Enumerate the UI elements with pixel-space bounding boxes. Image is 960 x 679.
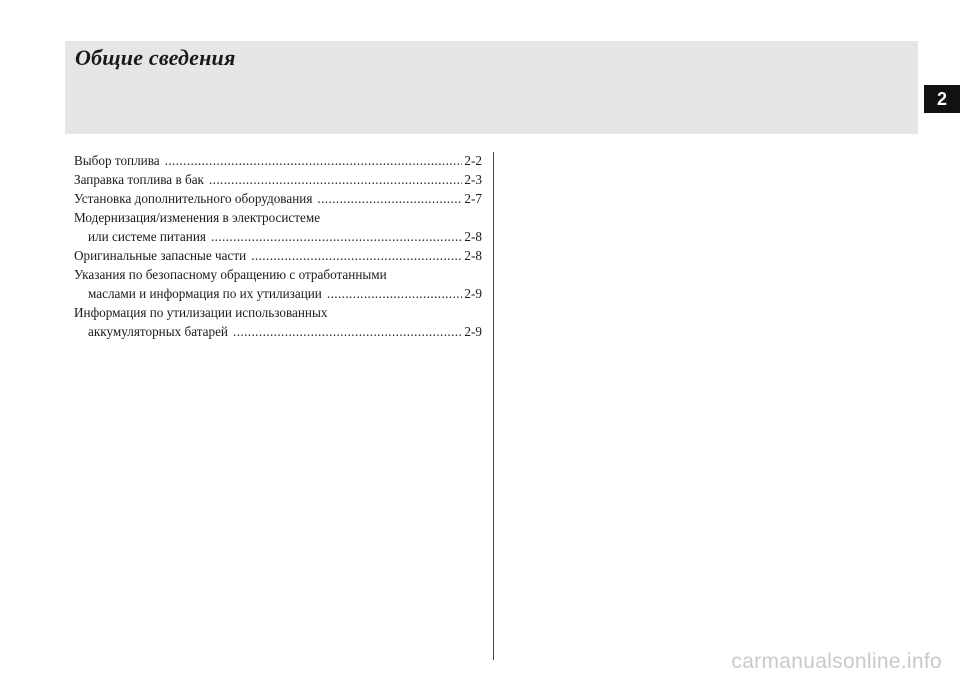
toc-entry-title-continued: аккумуляторных батарей <box>88 324 228 339</box>
toc-entry-battery-disposal[interactable] <box>74 303 482 341</box>
section-header <box>65 41 918 134</box>
toc-entry-title: Установка дополнительного оборудования <box>74 191 313 206</box>
toc-page-ref: 2-9 <box>464 324 482 339</box>
toc-entry-title-continued: или системе питания <box>88 229 206 244</box>
toc-entry-additional-equipment[interactable] <box>74 189 482 208</box>
toc-entry-fuel-selection[interactable] <box>74 151 482 170</box>
toc-page-ref: 2-7 <box>464 191 482 206</box>
toc-entry-title: Заправка топлива в бак <box>74 172 204 187</box>
toc-line <box>74 265 482 284</box>
toc-entry-genuine-parts[interactable] <box>74 246 482 265</box>
toc-leader-dots <box>165 151 463 170</box>
toc-page-ref: 2-3 <box>464 172 482 187</box>
toc-entry-title: Указания по безопасному обращению с отработанными <box>74 267 387 282</box>
column-divider <box>493 152 494 660</box>
toc-line-continued <box>74 322 482 341</box>
toc-entry-used-oil-handling[interactable] <box>74 265 482 303</box>
watermark: carmanualsonline.info <box>731 650 942 673</box>
toc-page-ref: 2-8 <box>464 229 482 244</box>
table-of-contents <box>74 151 482 341</box>
toc-leader-dots <box>251 246 462 265</box>
toc-leader-dots <box>209 170 462 189</box>
section-title: Общие сведения <box>75 45 236 70</box>
toc-entry-refueling[interactable] <box>74 170 482 189</box>
toc-entry-title: Выбор топлива <box>74 153 160 168</box>
toc-line <box>74 208 482 227</box>
toc-line <box>74 170 482 189</box>
toc-page-ref: 2-2 <box>464 153 482 168</box>
toc-line <box>74 303 482 322</box>
toc-page-ref: 2-9 <box>464 286 482 301</box>
toc-leader-dots <box>327 284 463 303</box>
toc-entry-title: Модернизация/изменения в электросистеме <box>74 210 321 225</box>
toc-entry-title: Информация по утилизации использованных <box>74 305 328 320</box>
toc-line <box>74 151 482 170</box>
toc-leader-dots <box>317 189 462 208</box>
toc-leader-dots <box>211 227 462 246</box>
toc-page-ref: 2-8 <box>464 248 482 263</box>
toc-line-continued <box>74 227 482 246</box>
chapter-tab[interactable]: 2 <box>924 85 960 113</box>
toc-line <box>74 189 482 208</box>
toc-leader-dots <box>233 322 462 341</box>
toc-entry-title-continued: маслами и информация по их утилизации <box>88 286 322 301</box>
toc-entry-electrical-modifications[interactable] <box>74 208 482 246</box>
toc-line <box>74 246 482 265</box>
toc-entry-title: Оригинальные запасные части <box>74 248 247 263</box>
toc-line-continued <box>74 284 482 303</box>
